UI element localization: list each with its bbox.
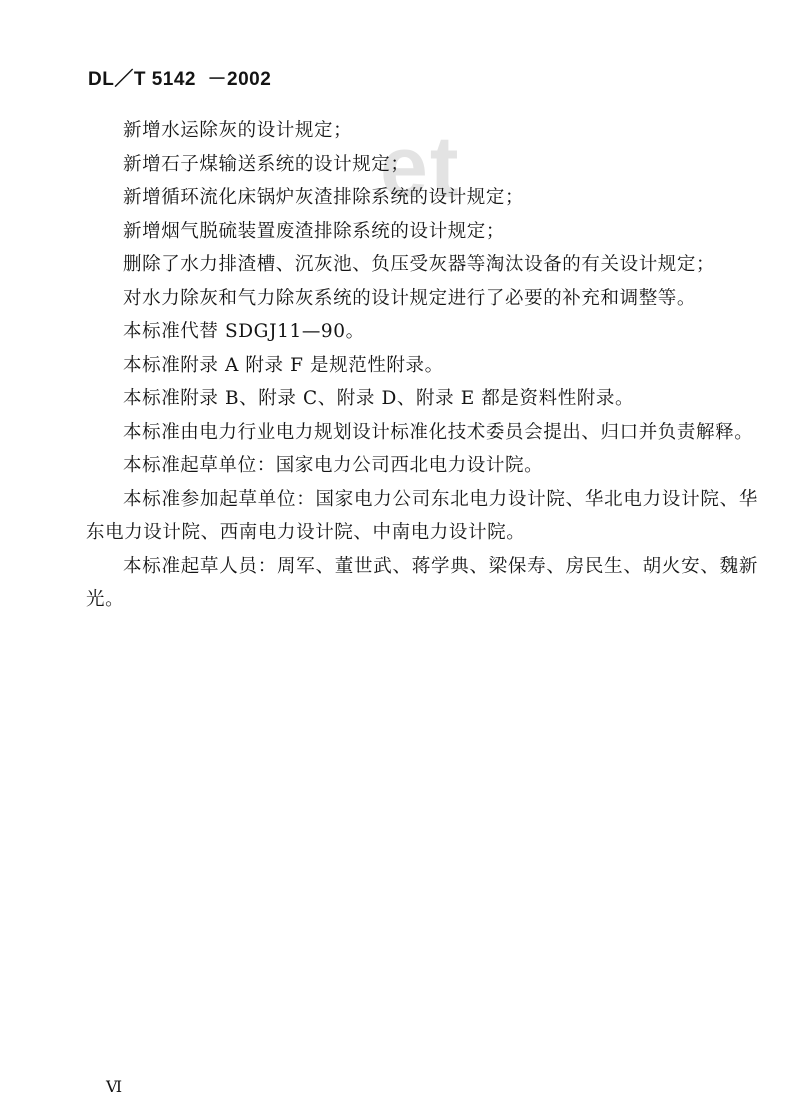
paragraph: 本标准代替 SDGJ11—90。 — [123, 321, 365, 342]
paragraph: 本标准起草人员：周军、董世武、蒋学典、梁保寿、房民生、胡火安、魏新光。 — [86, 555, 758, 610]
paragraph: 本标准起草单位：国家电力公司西北电力设计院。 — [123, 455, 544, 476]
paragraph: 本标准由电力行业电力规划设计标准化技术委员会提出、归口并负责解释。 — [123, 421, 754, 443]
paragraph: 新增烟气脱硫装置废渣排除系统的设计规定； — [123, 220, 506, 242]
paragraph: 本标准附录 B、附录 C、附录 D、附录 E 都是资料性附录。 — [123, 388, 635, 409]
watermark: et — [380, 119, 461, 215]
paragraph: 本标准参加起草单位：国家电力公司东北电力设计院、华北电力设计院、华东电力设计院、西南电力设计院、中南电力设计院。 — [86, 488, 758, 543]
paragraph: 新增水运除灰的设计规定； — [123, 120, 353, 141]
paragraph: 新增循环流化床锅炉灰渣排除系统的设计规定； — [123, 187, 525, 208]
paragraph: 删除了水力排渣槽、沉灰池、负压受灰器等淘汰设备的有关设计规定； — [123, 254, 716, 275]
paragraph: 对水力除灰和气力除灰系统的设计规定进行了必要的补充和调整等。 — [123, 287, 697, 309]
paragraph: 本标准附录 A 附录 F 是规范性附录。 — [123, 354, 444, 376]
page-number: Ⅵ — [106, 1077, 124, 1096]
document-body — [86, 114, 758, 617]
standard-code-header: DL／T 5142 －2002 — [88, 69, 272, 90]
paragraph: 新增石子煤输送系统的设计规定； — [123, 153, 410, 175]
